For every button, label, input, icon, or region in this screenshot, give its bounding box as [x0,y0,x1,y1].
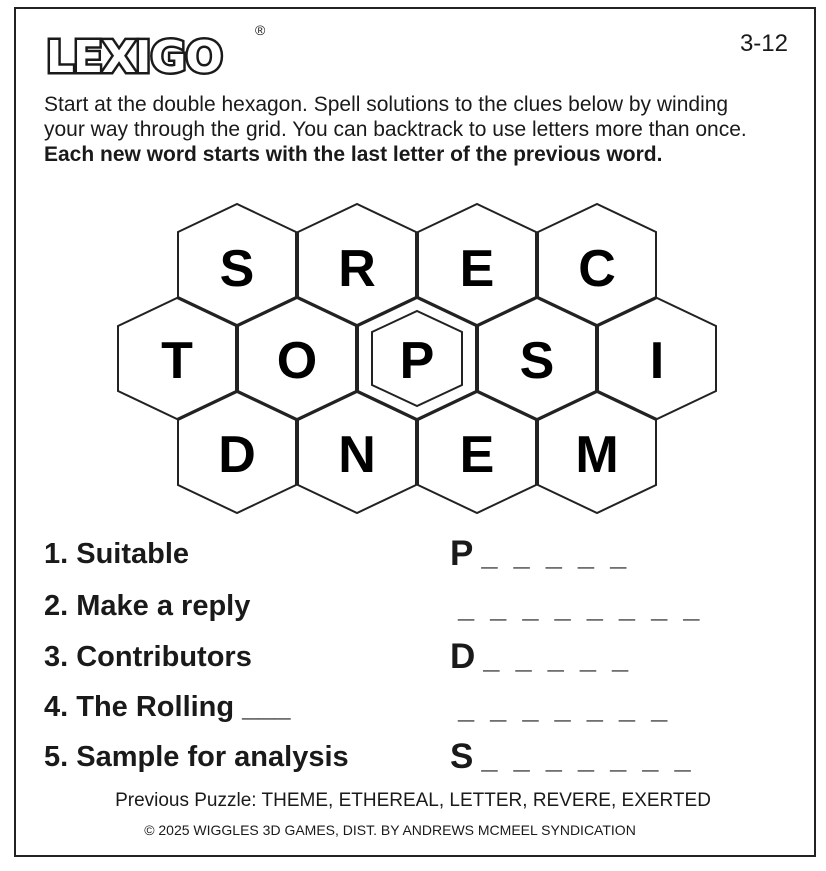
instructions-text: Start at the double hexagon. Spell solutions to the clues below by winding your way through the grid. You can backtrack to use letters more than once. [44,93,747,141]
hex-letter: E [459,426,495,484]
puzzle-date: 3-12 [739,30,788,57]
answer-blanks: _ _ _ _ _ _ _ [458,693,672,725]
hex-letter: D [218,426,256,484]
answer-blanks: _ _ _ _ _ [481,540,631,572]
hex-letter: O [276,332,318,390]
answer-1[interactable] [450,534,630,574]
hex-letter: E [459,240,495,298]
hex-letter: S [219,240,255,298]
answer-first-letter: D [450,637,476,676]
instructions-bold: Each new word starts with the last letter of the previous word. [44,143,663,166]
answer-first-letter: S [450,737,474,776]
answer-blanks: _ _ _ _ _ _ _ [481,743,695,775]
hex-letter: T [161,332,193,390]
hex-letter: P [399,332,435,390]
hex-letter: N [338,426,376,484]
hex-letter: C [578,240,616,298]
clue-2: 2. Make a reply [44,590,251,622]
answer-4[interactable] [450,687,671,727]
answer-5[interactable] [450,737,695,777]
clue-3: 3. Contributors [44,641,252,673]
hex-letter: S [519,332,555,390]
answer-blanks: _ _ _ _ _ [483,643,633,675]
hex-letter: M [575,426,619,484]
hex-letter: I [649,332,665,390]
answer-3[interactable] [450,637,632,677]
clue-4: 4. The Rolling ___ [44,691,291,723]
registered-mark: ® [255,22,266,38]
answer-blanks: _ _ _ _ _ _ _ _ [458,592,704,624]
clue-5: 5. Sample for analysis [44,741,349,773]
logo-text: LEXIGO [46,32,222,80]
hex-letter: R [338,240,376,298]
answer-2[interactable] [450,586,703,626]
copyright: © 2025 WIGGLES 3D GAMES, DIST. BY ANDREWS MCMEEL SYNDICATION [144,822,636,838]
clue-1: 1. Suitable [44,538,190,570]
answer-first-letter: P [450,534,474,573]
previous-puzzle-answers: Previous Puzzle: THEME, ETHEREAL, LETTER, REVERE, EXERTED [115,790,711,811]
